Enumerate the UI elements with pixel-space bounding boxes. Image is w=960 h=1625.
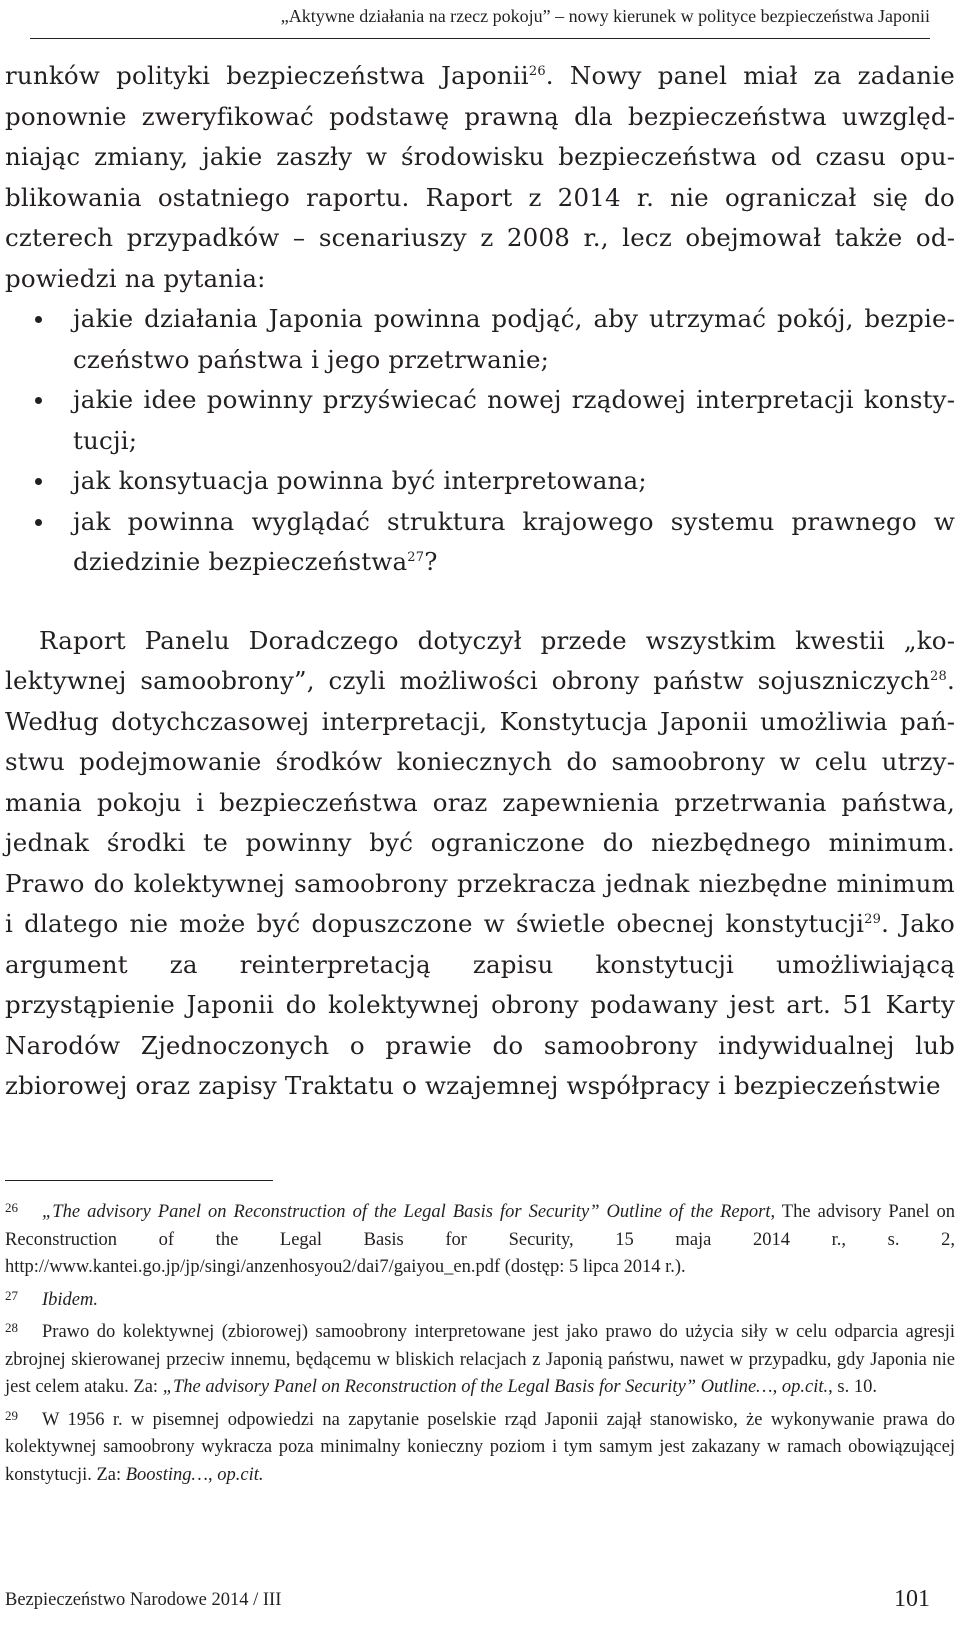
list-item [73,461,955,502]
list-item-text: jak konsytuacja powinna być interpretowana; [73,466,647,495]
list-item-text-end: ? [424,547,438,576]
journal-name: Bezpieczeństwo Narodowe 2014 / III [5,1590,282,1610]
footnote-ref-27[interactable]: 27 [407,549,425,565]
page-number: 101 [894,1586,930,1612]
footnote-ref-28[interactable]: 28 [930,668,947,684]
footnote-28-text-c: , s. 10. [828,1377,877,1397]
footnote-number: 26 [5,1200,18,1215]
paragraph-2-text-a: Raport Panelu Doradczego dotyczył przede wszystkim kwestii „kolektywnej samoobrony”, czyli możliwości obrony państw sojuszniczych [5,625,955,695]
footnote-29-opcit: op.cit. [217,1464,264,1485]
footnote-26-title: „The advisory Panel on Reconstruction of the Legal Basis for Security” Outline of the Report [42,1202,771,1222]
paragraph-1 [5,56,955,299]
footnote-27 [5,1282,955,1315]
footnote-ref-26[interactable]: 26 [528,63,546,79]
paragraph-1-text-b: . Nowy panel miał za zadanie ponownie zweryfikować podstawę prawną dla bezpieczeństwa uwzględniając zmiany, jakie zaszły w środowisku bezpieczeństwa od czasu opublikowania ostatniego raportu. Raport z 2014 r. nie ograniczał się do czterech przypadków – scenariuszy z 2008 r., lecz obejmował także odpowiedzi na pytania: [5,61,955,293]
paragraph-2-text-c: . Jako argument za reinterpretacją zapisu konstytucji umożliwiającą przystąpienie Japonii do kolektywnej obrony podawany jest art. 51 Karty Narodów Zjednoczonych o prawie do samoobrony indywidualnej lub zbiorowej oraz zapisy Traktatu o wzajemnej współpracy i bezpieczeństwie [5,909,955,1100]
footnote-28-opcit: op.cit. [781,1377,829,1397]
footnote-28-sep: , [772,1377,782,1397]
footnote-28-title: „The advisory Panel on Reconstruction of the Legal Basis for Security” Outline… [162,1377,773,1397]
footnote-28-text-a: Prawo do kolektywnej (zbiorowej) samoobrony interpretowane jest jako prawo do użycia siły w celu odparcia agresji zbrojnej skierowanej przeciw innemu, będącemu w bliskich relacjach z Japonią państwu, nawet w przypadku, gdy Japonia nie jest celem ataku. Za: [5,1322,955,1397]
footnote-26 [5,1194,955,1282]
footnote-29-title: Boosting… [125,1464,208,1485]
footnote-number: 29 [5,1407,18,1423]
running-header: „Aktywne działania na rzecz pokoju” – nowy kierunek w polityce bezpieczeństwa Japonii [280,6,930,26]
list-item [73,299,955,380]
footnote-separator [5,1180,273,1181]
question-list [5,299,955,583]
footnote-29-sep: , [207,1464,218,1485]
footnote-number: 27 [5,1287,18,1303]
list-item-text: jak powinna wyglądać struktura krajowego systemu prawnego w dziedzinie bezpieczeństwa [73,506,955,576]
header-rule [30,38,930,39]
paragraph-2-text-b: . Według dotychczasowej interpretacji, Konstytucja Japonii umożliwia państwu podejmowanie środków koniecznych do samoobrony w celu utrzymania pokoju i bezpieczeństwa oraz zapewnienia przetrwania państwa, jednak środki te powinny być ograniczone do niezbędnego minimum. Prawo do kolektywnej samoobrony przekracza jednak niezbędne minimum i dlatego nie może być dopuszczone w świetle obecnej konstytucji [5,666,955,938]
footnotes [5,1194,955,1489]
paragraph-2 [5,621,955,1107]
main-text [5,56,955,1107]
footnote-29-text-a: W 1956 r. w pisemnej odpowiedzi na zapytanie poselskie rząd Japonii zajął stanowisko, że wykonywanie prawa do kolektywnej samoobrony wykracza poza minimalny konieczny poziom i tym samym jest zakazany w ramach obowiązującej konstytucji. Za: [5,1409,955,1485]
footnote-ref-29[interactable]: 29 [864,911,882,927]
footnote-29 [5,1402,955,1490]
list-item [73,502,955,583]
list-item-text: jakie idee powinny przyświecać nowej rządowej interpretacji konstytucji; [73,385,955,455]
footnote-number: 28 [5,1320,18,1335]
footnote-26-rest: , The advisory Panel on Reconstruction of the Legal Basis for Security, 15 maja 2014 r., s. 2, http://www.kantei.go.jp/jp/singi/anzenhosyou2/dai7/gaiyou_en.pdf (dostęp: 5 lipca 2014 r.). [5,1202,955,1277]
footnote-28 [5,1314,955,1402]
paragraph-1-text-a: runków polityki bezpieczeństwa Japonii [5,61,529,90]
list-item-text: jakie działania Japonia powinna podjąć, aby utrzymać pokój, bezpieczeństwo państwa i jego przetrwanie; [73,304,955,374]
list-item [73,380,955,461]
footnote-27-text: Ibidem. [42,1289,98,1310]
